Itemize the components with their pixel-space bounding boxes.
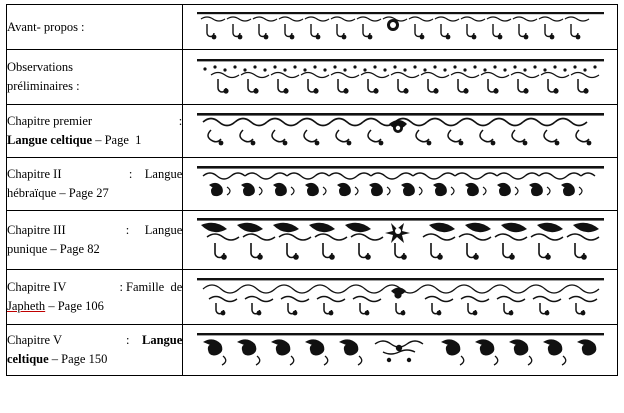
toc-entry-line xyxy=(7,112,182,131)
ornament-band-vine-hooks xyxy=(183,270,617,324)
toc-entry-line: Observations xyxy=(7,60,73,75)
toc-entry-line xyxy=(7,278,182,297)
ornament-band-dots-hooks xyxy=(183,50,617,104)
table-body xyxy=(7,5,618,376)
toc-entry-page: 106 xyxy=(85,299,104,313)
toc-entry-colon-language: : Langue xyxy=(126,333,183,348)
table-row xyxy=(7,325,618,376)
toc-entry-line: Avant- propos : xyxy=(7,19,85,34)
toc-entry-line: celtique – Page 150 xyxy=(7,352,108,366)
ornament-band-serpent-curls xyxy=(183,325,617,375)
ornament-svg xyxy=(193,110,608,152)
ornament-svg xyxy=(193,275,608,319)
toc-entry-chapter: Chapitre II xyxy=(7,167,62,182)
toc-entry-family: : Famille de xyxy=(119,280,183,295)
ornament-svg xyxy=(193,9,608,45)
table-row xyxy=(7,158,618,211)
toc-entry-chapitre-v[interactable] xyxy=(7,325,183,376)
toc-entry-chapter: Chapitre V xyxy=(7,333,62,348)
toc-entry-topic: Japheth xyxy=(7,299,46,313)
toc-entry-line xyxy=(7,165,182,184)
toc-entry-page: 1 xyxy=(135,133,142,147)
table-row xyxy=(7,105,618,158)
table-row xyxy=(7,5,618,50)
toc-entry-page: 27 xyxy=(96,186,109,200)
toc-entry-page: 82 xyxy=(87,242,100,256)
toc-entry-chapter: Chapitre premier xyxy=(7,114,93,129)
ornament-band-leaf-scrolls xyxy=(183,105,617,157)
ornament-band-scrolls-hooks xyxy=(183,5,617,49)
toc-entry-line xyxy=(7,221,182,240)
toc-entry-line: punique – Page 82 xyxy=(7,242,100,256)
ornament-cell xyxy=(183,105,618,158)
ornament-cell xyxy=(183,325,618,376)
table-row xyxy=(7,50,618,105)
toc-entry-avant-propos[interactable] xyxy=(7,5,183,50)
toc-entry-line: préliminaires : xyxy=(7,79,80,93)
toc-entry-colon: : xyxy=(178,114,183,129)
toc-entry-chapitre-premier[interactable] xyxy=(7,105,183,158)
ornament-svg xyxy=(193,215,608,265)
toc-entry-line xyxy=(7,331,182,350)
toc-entry-colon-language: : Langue xyxy=(128,167,183,182)
toc-entry-page: 150 xyxy=(88,352,108,366)
table-row xyxy=(7,211,618,270)
toc-entry-chapitre-iv[interactable] xyxy=(7,270,183,325)
ornament-svg xyxy=(193,163,608,205)
document-page xyxy=(0,4,624,413)
ornament-svg xyxy=(193,55,608,99)
ornament-svg xyxy=(193,330,608,370)
toc-entry-chapitre-ii[interactable] xyxy=(7,158,183,211)
ornament-band-foliage-heavy xyxy=(183,211,617,269)
ornament-cell xyxy=(183,50,618,105)
toc-entry-line: Japheth – Page 106 xyxy=(7,299,104,313)
ornament-band-dense-curls xyxy=(183,158,617,210)
ornament-cell xyxy=(183,211,618,270)
table-of-contents xyxy=(6,4,618,376)
toc-entry-chapter: Chapitre III xyxy=(7,223,66,238)
toc-entry-line: Langue celtique – Page 1 xyxy=(7,133,142,147)
ornament-cell xyxy=(183,158,618,211)
toc-entry-topic: Langue celtique xyxy=(7,133,93,147)
toc-entry-chapitre-iii[interactable] xyxy=(7,211,183,270)
ornament-cell xyxy=(183,270,618,325)
toc-entry-line: hébraïque – Page 27 xyxy=(7,186,109,200)
table-row xyxy=(7,270,618,325)
toc-entry-observations[interactable] xyxy=(7,50,183,105)
toc-entry-chapter: Chapitre IV xyxy=(7,280,67,295)
toc-entry-colon-language: : Langue xyxy=(125,223,183,238)
toc-entry-topic: celtique xyxy=(7,352,49,366)
ornament-cell xyxy=(183,5,618,50)
